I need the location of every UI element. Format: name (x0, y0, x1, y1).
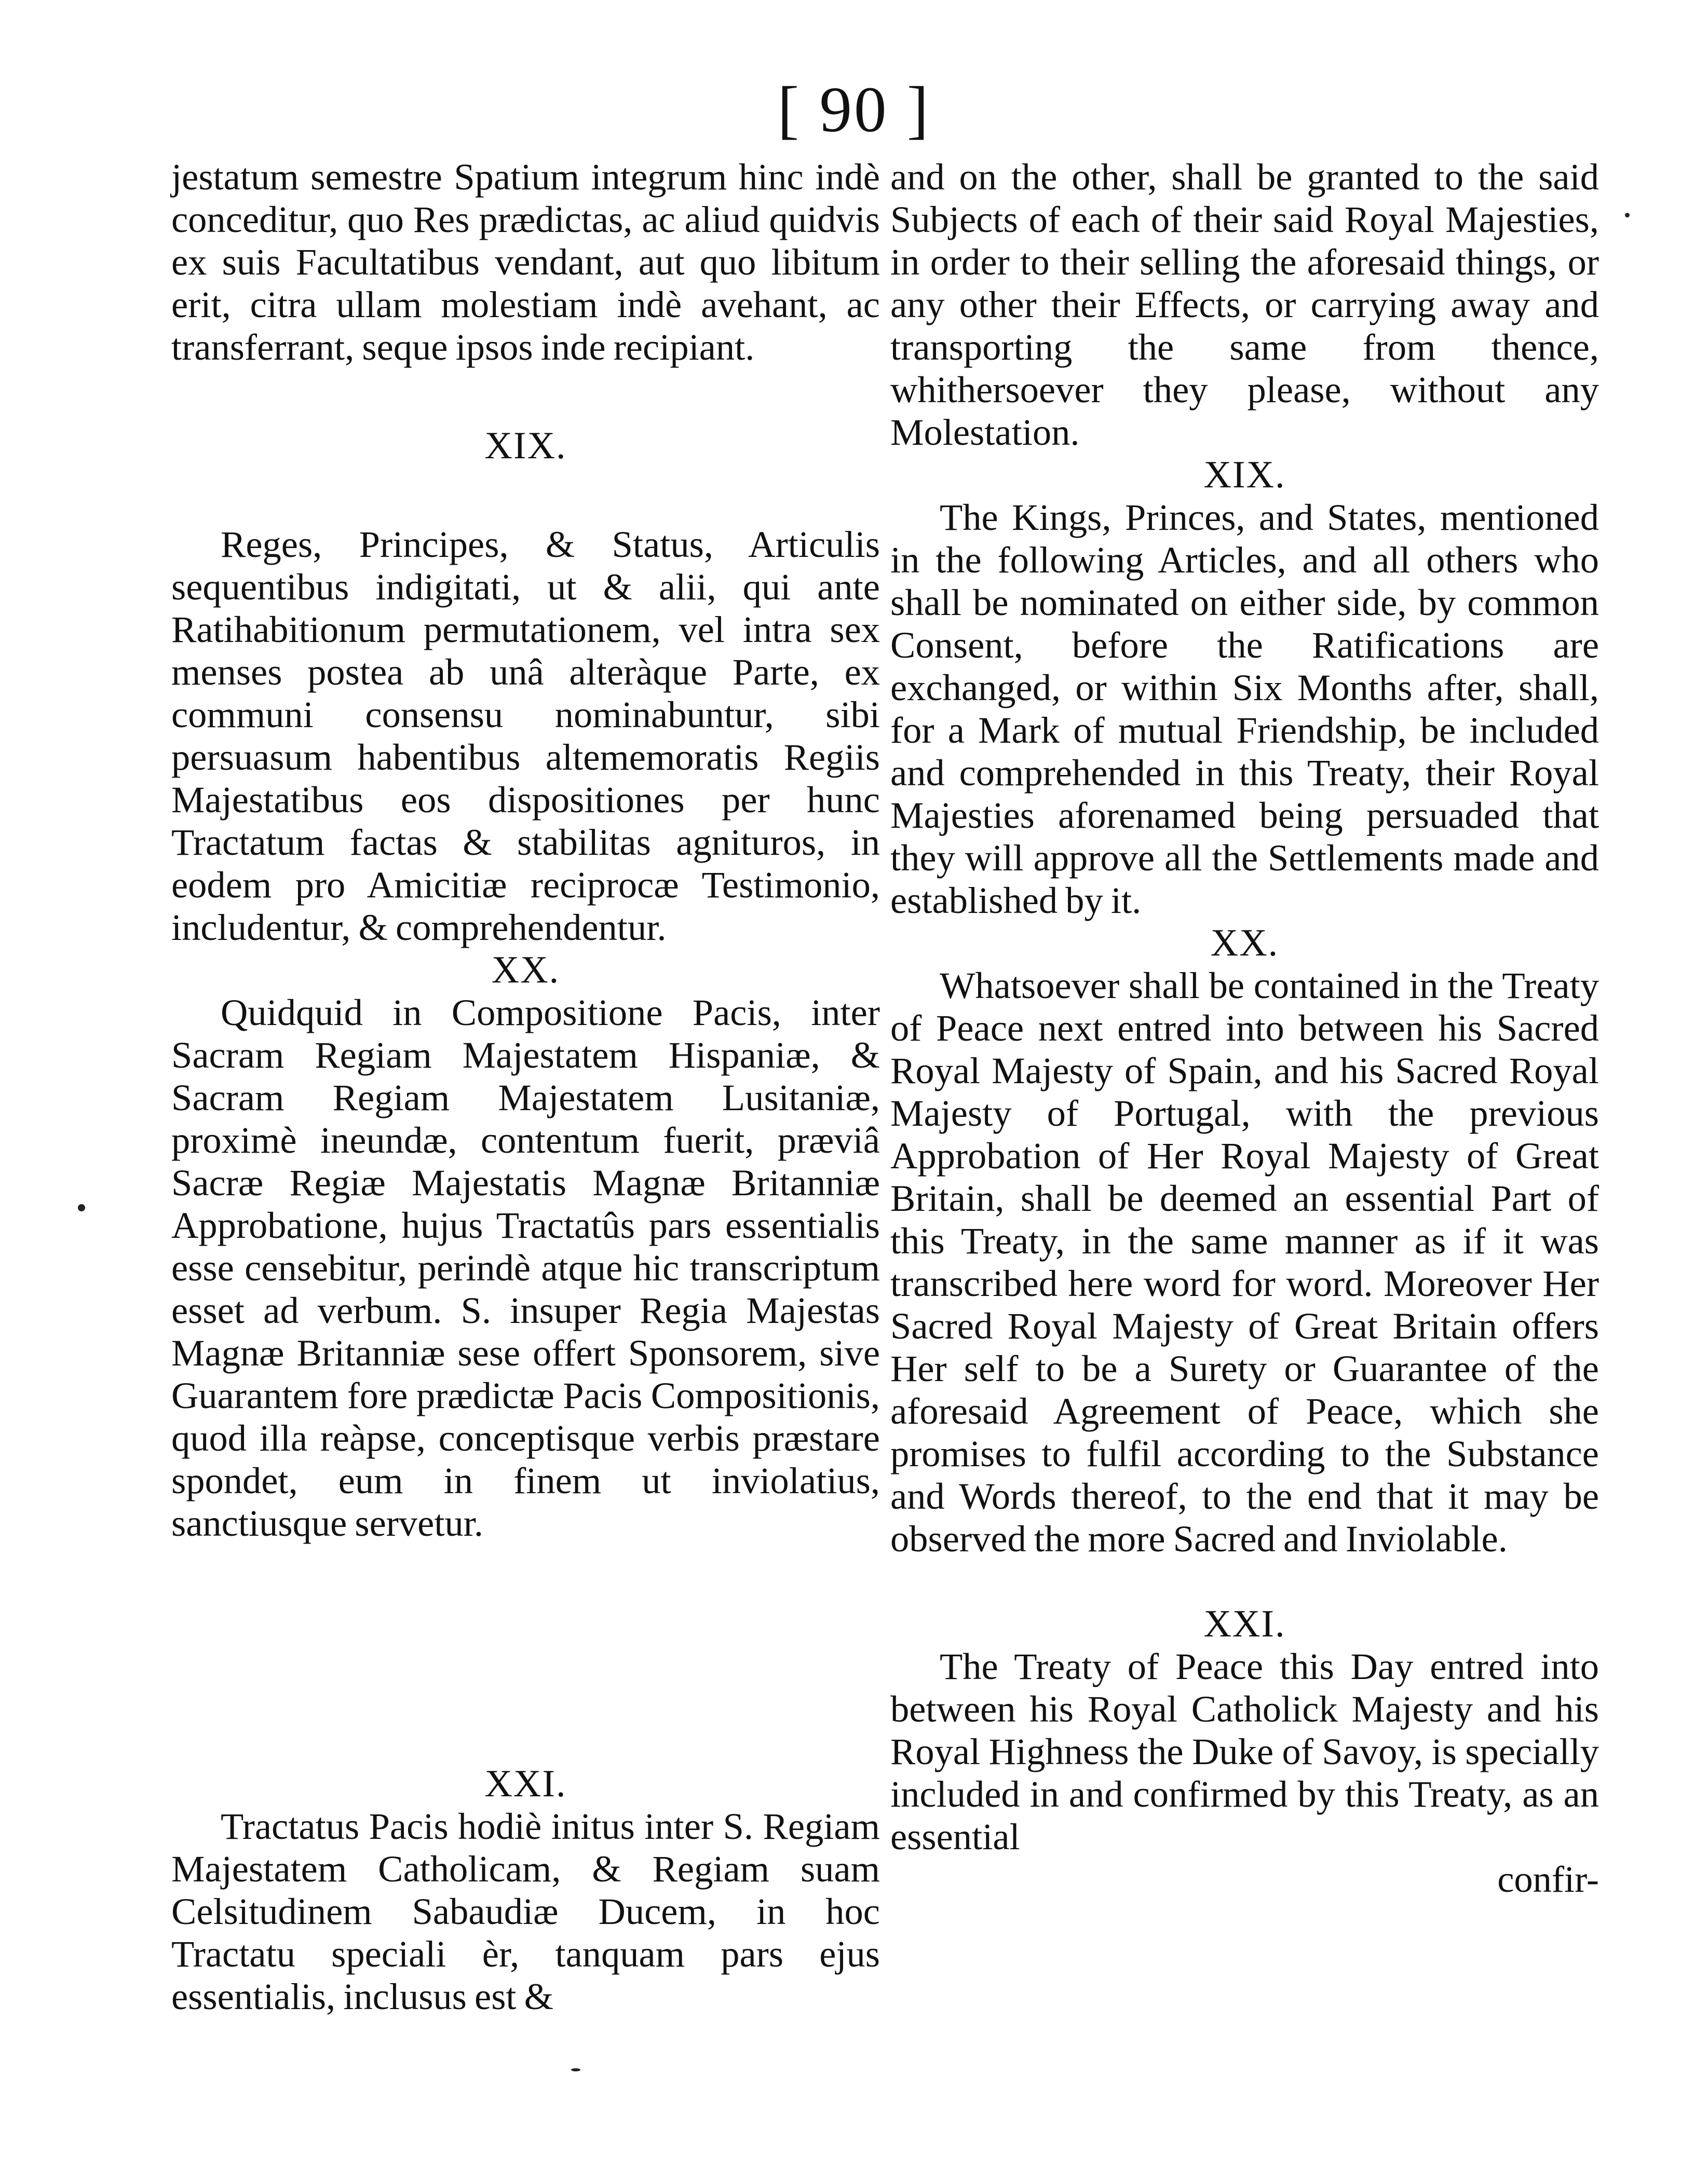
latin-article-text-xix: Reges, Principes, & Status, Articulis sequentibus indigitati, ut & alii, qui ante Ratihabitionum permutationem, vel intra sex menses postea ab unâ alteràque Parte, ex communi consensu nominabuntur, sibi persuasum habentibus altememoratis Regiis Majestatibus eos dispositiones per hunc Tractatum factas & stabilitas agnituros, in eodem pro Amicitiæ reciprocæ Testimonio, includentur, & comprehendentur. (171, 523, 880, 948)
latin-article-numeral-xix: XIX. (484, 425, 567, 467)
page-number: [ 90 ] (777, 74, 931, 146)
ink-speck (1625, 213, 1630, 217)
latin-continuation-text: jestatum semestre Spatium integrum hinc indè conceditur, quo Res prædictas, ac aliud quidvis ex suis Facultatibus vendant, aut quo libitum erit, citra ullam molestiam indè avehant, ac transferrant, seque ipsos inde recipiant. (171, 156, 880, 368)
latin-article-text-xxi: Tractatus Pacis hodiè initus inter S. Regiam Majestatem Catholicam, & Regiam suam Celsitudinem Sabaudiæ Ducem, in hoc Tractatu speciali èr, tanquam pars ejus essentialis, inclusus est & (171, 1805, 880, 2017)
ink-speck (78, 1204, 85, 1211)
english-article-numeral-xix: XIX. (1203, 454, 1286, 496)
catchword: confir- (1497, 1858, 1599, 1900)
ink-speck (571, 2068, 580, 2071)
english-article-text-xx: Whatsoever shall be contained in the Treaty of Peace next entred into between his Sacred Royal Majesty of Spain, and his Sacred Royal Majesty of Portugal, with the previous Approbation of Her Royal Majesty of Great Britain, shall be deemed an essential Part of this Treaty, in the same manner as if it was transcribed here word for word. Moreover Her Sacred Royal Majesty of Great Britain offers Her self to be a Surety or Guarantee of the aforesaid Agreement of Peace, which she promises to fulfil according to the Substance and Words thereof, to the end that it may be observed the more Sacred and Inviolable. (890, 964, 1599, 1560)
latin-article-numeral-xxi: XXI. (484, 1763, 567, 1805)
latin-article-numeral-xx: XX. (491, 949, 560, 991)
english-continuation-text: and on the other, shall be granted to the said Subjects of each of their said Royal Majesties, in order to their selling the aforesaid things, or any other their Effects, or carrying away and transporting the same from thence, whithersoever they please, without any Molestation. (890, 156, 1599, 453)
english-column (890, 156, 1599, 1901)
english-article-numeral-xx: XX. (1210, 922, 1279, 964)
latin-article-text-xx: Quidquid in Compositione Pacis, inter Sacram Regiam Majestatem Hispaniæ, & Sacram Regiam Majestatem Lusitaniæ, proximè ineundæ, contentum fuerit, præviâ Sacræ Regiæ Majestatis Magnæ Britanniæ Approbatione, hujus Tractatûs pars essentialis esse censebitur, perindè atque hic transcriptum esset ad verbum. S. insuper Regia Majestas Magnæ Britanniæ sese offert Sponsorem, sive Guarantem fore prædictæ Pacis Compositionis, quod illa reàpse, conceptisque verbis præstare spondet, eum in finem ut inviolatius, sanctiusque servetur. (171, 991, 880, 1544)
latin-column (171, 156, 880, 2018)
english-article-text-xxi: The Treaty of Peace this Day entred into between his Royal Catholick Majesty and his Royal Highness the Duke of Savoy, is specially included in and confirmed by this Treaty, as an essential (890, 1645, 1599, 1858)
english-article-numeral-xxi: XXI. (1203, 1603, 1286, 1645)
english-article-text-xix: The Kings, Princes, and States, mentioned in the following Articles, and all others who shall be nominated on either side, by common Consent, before the Ratifications are exchanged, or within Six Months after, shall, for a Mark of mutual Friendship, be included and comprehended in this Treaty, their Royal Majesties aforenamed being persuaded that they will approve all the Settlements made and established by it. (890, 496, 1599, 921)
